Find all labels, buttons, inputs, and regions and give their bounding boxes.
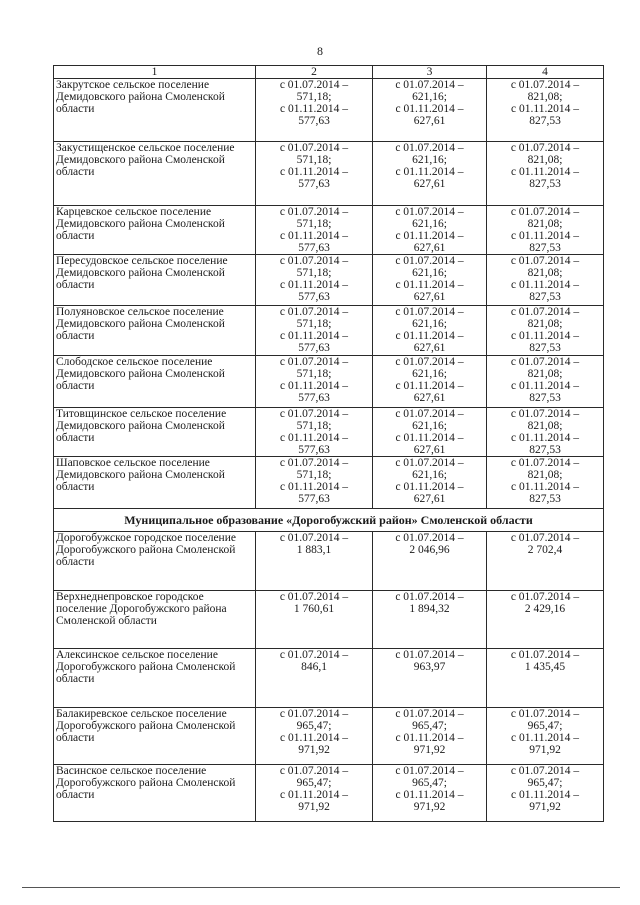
tariff-line: 2 046,96 xyxy=(409,544,450,556)
tariff-line: с 01.07.2014 – xyxy=(395,306,464,318)
tariff-line: 621,16; xyxy=(412,91,447,103)
tariff-line: 821,08; xyxy=(527,91,563,103)
tariff-line: с 01.07.2014 – xyxy=(510,356,580,368)
tariff-cell-col3 xyxy=(373,708,487,765)
table-body xyxy=(54,79,604,822)
tariff-line: 1 894,32 xyxy=(409,603,450,615)
tariff-line: с 01.11.2014 – xyxy=(511,103,579,115)
tariff-line: 2 429,16 xyxy=(524,603,566,615)
tariff-line: 1 435,45 xyxy=(524,661,566,673)
settlement-name: Васинское сельское поселение Дорогобужского района Смоленской области xyxy=(54,765,256,822)
table-row xyxy=(54,708,604,765)
tariff-cell-col4 xyxy=(487,306,604,356)
settlement-name: Балакиревское сельское поселение Дорогобужского района Смоленской области xyxy=(54,708,256,765)
tariff-cell-col4 xyxy=(487,708,604,765)
table-row xyxy=(54,649,604,708)
tariff-line: 621,16; xyxy=(412,218,447,230)
settlement-name: Титовщинское сельское поселение Демидовского района Смоленской области xyxy=(54,408,256,457)
tariff-cell-col4 xyxy=(487,356,604,408)
tariff-line: с 01.07.2014 – xyxy=(395,255,464,267)
tariff-line: 827,53 xyxy=(529,242,561,254)
tariff-line: с 01.11.2014 – xyxy=(395,481,464,493)
tariff-line: 2 702,4 xyxy=(527,544,563,556)
tariff-cell-col3 xyxy=(373,591,487,649)
tariff-line: 821,08; xyxy=(527,218,563,230)
tariff-line: 965,47; xyxy=(412,720,447,732)
tariff-line: 571,18; xyxy=(296,469,332,481)
tariff-line: 627,61 xyxy=(413,493,446,505)
tariff-line: с 01.07.2014 – xyxy=(510,206,580,218)
tariff-cell-col2 xyxy=(256,765,373,822)
tariff-line: 965,47; xyxy=(527,720,563,732)
tariff-cell-col3 xyxy=(373,765,487,822)
tariff-cell-col2 xyxy=(256,408,373,457)
tariff-line: 577,63 xyxy=(298,291,330,303)
tariff-line: 965,47; xyxy=(412,777,447,789)
settlement-name: Дорогобужское городское поселение Дорогобужского района Смоленской области xyxy=(54,532,256,591)
tariff-line: с 01.07.2014 – xyxy=(279,356,349,368)
tariff-line: с 01.07.2014 – xyxy=(395,765,464,777)
tariff-line: 971,92 xyxy=(413,744,446,756)
tariff-cell-col2 xyxy=(256,649,373,708)
tariff-cell-col3 xyxy=(373,649,487,708)
tariff-line: с 01.07.2014 – xyxy=(395,532,464,544)
tariff-line: с 01.11.2014 – xyxy=(280,380,348,392)
tariff-line: 571,18; xyxy=(296,318,332,330)
settlement-name: Полуяновское сельское поселение Демидовского района Смоленской области xyxy=(54,306,256,356)
tariff-line: 621,16; xyxy=(412,420,447,432)
tariff-cell-col3 xyxy=(373,79,487,142)
table-row xyxy=(54,306,604,356)
table-row xyxy=(54,79,604,142)
table-row xyxy=(54,255,604,306)
tariff-line: с 01.07.2014 – xyxy=(279,765,349,777)
tariff-line: с 01.07.2014 – xyxy=(279,532,349,544)
column-header: 2 xyxy=(256,66,373,79)
tariff-cell-col4 xyxy=(487,649,604,708)
tariff-line: с 01.11.2014 – xyxy=(395,432,464,444)
tariff-line: с 01.07.2014 – xyxy=(395,79,464,91)
tariff-line: 621,16; xyxy=(412,318,447,330)
tariff-line: с 01.11.2014 – xyxy=(280,166,348,178)
tariff-line: 971,92 xyxy=(298,744,330,756)
tariff-line: с 01.07.2014 – xyxy=(279,142,349,154)
tariff-line: 621,16; xyxy=(412,267,447,279)
tariff-line: с 01.07.2014 – xyxy=(395,206,464,218)
tariff-line: с 01.11.2014 – xyxy=(395,330,464,342)
tariff-line: 971,92 xyxy=(529,744,561,756)
tariff-cell-col3 xyxy=(373,532,487,591)
tariff-line: с 01.11.2014 – xyxy=(395,230,464,242)
tariff-line: 965,47; xyxy=(527,777,563,789)
tariff-line: 571,18; xyxy=(296,420,332,432)
tariff-line: 621,16; xyxy=(412,469,447,481)
tariff-cell-col3 xyxy=(373,457,487,509)
tariff-line: с 01.07.2014 – xyxy=(395,408,464,420)
tariff-line: 827,53 xyxy=(529,115,561,127)
tariff-line: с 01.11.2014 – xyxy=(280,230,348,242)
tariff-line: с 01.11.2014 – xyxy=(511,732,579,744)
tariff-line: с 01.11.2014 – xyxy=(395,380,464,392)
tariff-line: с 01.11.2014 – xyxy=(511,166,579,178)
tariff-line: 627,61 xyxy=(413,242,446,254)
tariff-line: с 01.11.2014 – xyxy=(395,789,464,801)
tariff-cell-col4 xyxy=(487,408,604,457)
tariff-line: 627,61 xyxy=(413,178,446,190)
tariff-line: с 01.07.2014 – xyxy=(510,591,580,603)
tariff-cell-col4 xyxy=(487,142,604,206)
tariff-line: 827,53 xyxy=(529,342,561,354)
tariff-line: с 01.11.2014 – xyxy=(511,789,579,801)
table-row xyxy=(54,408,604,457)
tariff-line: с 01.11.2014 – xyxy=(511,230,579,242)
tariff-line: 963,97 xyxy=(413,661,446,673)
section-title: Муниципальное образование «Дорогобужский район» Смоленской области xyxy=(54,509,604,532)
tariff-cell-col4 xyxy=(487,532,604,591)
tariff-cell-col4 xyxy=(487,206,604,255)
tariff-cell-col4 xyxy=(487,457,604,509)
tariff-cell-col4 xyxy=(487,79,604,142)
tariff-line: с 01.11.2014 – xyxy=(280,432,348,444)
tariff-line: с 01.07.2014 – xyxy=(510,457,580,469)
tariff-line: с 01.07.2014 – xyxy=(510,306,580,318)
table-row xyxy=(54,206,604,255)
tariff-line: 627,61 xyxy=(413,342,446,354)
footer-divider xyxy=(22,887,620,888)
table-row xyxy=(54,142,604,206)
tariff-line: 577,63 xyxy=(298,392,330,404)
settlement-name: Верхнеднепровское городское поселение Дорогобужского района Смоленской области xyxy=(54,591,256,649)
tariff-line: с 01.11.2014 – xyxy=(511,380,579,392)
tariff-line: с 01.11.2014 – xyxy=(280,103,348,115)
tariff-line: с 01.07.2014 – xyxy=(510,79,580,91)
tariff-line: 577,63 xyxy=(298,493,330,505)
table-row xyxy=(54,591,604,649)
tariff-line: 577,63 xyxy=(298,242,330,254)
tariff-cell-col2 xyxy=(256,708,373,765)
tariff-cell-col2 xyxy=(256,306,373,356)
tariff-line: с 01.07.2014 – xyxy=(510,408,580,420)
tariff-line: 621,16; xyxy=(412,154,447,166)
tariff-line: 627,61 xyxy=(413,392,446,404)
tariff-line: с 01.11.2014 – xyxy=(280,330,348,342)
tariff-line: с 01.11.2014 – xyxy=(280,481,348,493)
tariff-cell-col2 xyxy=(256,142,373,206)
tariff-line: с 01.11.2014 – xyxy=(511,481,579,493)
tariff-line: с 01.07.2014 – xyxy=(279,457,349,469)
tariff-line: 1 883,1 xyxy=(296,544,332,556)
tariff-line: 971,92 xyxy=(529,801,561,813)
tariff-cell-col2 xyxy=(256,255,373,306)
tariff-line: 571,18; xyxy=(296,154,332,166)
tariff-line: с 01.07.2014 – xyxy=(510,255,580,267)
tariff-line: с 01.11.2014 – xyxy=(511,432,579,444)
tariff-line: с 01.07.2014 – xyxy=(395,142,464,154)
tariff-line: с 01.11.2014 – xyxy=(280,789,348,801)
tariff-line: с 01.11.2014 – xyxy=(511,330,579,342)
tariff-line: 965,47; xyxy=(296,720,332,732)
settlement-name: Пересудовское сельское поселение Демидовского района Смоленской области xyxy=(54,255,256,306)
tariff-line: с 01.07.2014 – xyxy=(395,356,464,368)
tariff-line: 577,63 xyxy=(298,444,330,456)
section-row xyxy=(54,509,604,532)
tariff-line: с 01.07.2014 – xyxy=(279,79,349,91)
table-row xyxy=(54,765,604,822)
tariff-line: с 01.07.2014 – xyxy=(279,591,349,603)
column-header: 1 xyxy=(54,66,256,79)
tariff-line: с 01.11.2014 – xyxy=(395,103,464,115)
tariff-line: 821,08; xyxy=(527,267,563,279)
tariff-cell-col3 xyxy=(373,142,487,206)
tariff-line: с 01.07.2014 – xyxy=(279,255,349,267)
tariff-line: с 01.07.2014 – xyxy=(395,649,464,661)
tariff-line: 821,08; xyxy=(527,469,563,481)
settlement-name: Закустищенское сельское поселение Демидовского района Смоленской области xyxy=(54,142,256,206)
column-header: 4 xyxy=(487,66,604,79)
tariff-cell-col2 xyxy=(256,206,373,255)
tariff-cell-col2 xyxy=(256,591,373,649)
table-row xyxy=(54,356,604,408)
table-row xyxy=(54,457,604,509)
tariff-line: с 01.07.2014 – xyxy=(279,206,349,218)
tariff-line: с 01.11.2014 – xyxy=(395,166,464,178)
tariff-line: 571,18; xyxy=(296,218,332,230)
column-header: 3 xyxy=(373,66,487,79)
tariff-line: 621,16; xyxy=(412,368,447,380)
tariff-line: 571,18; xyxy=(296,368,332,380)
tariff-cell-col2 xyxy=(256,79,373,142)
tariff-line: с 01.07.2014 – xyxy=(510,142,580,154)
tariff-line: 627,61 xyxy=(413,291,446,303)
tariff-table xyxy=(53,65,604,822)
tariff-line: 827,53 xyxy=(529,178,561,190)
tariff-cell-col4 xyxy=(487,255,604,306)
settlement-name: Слободское сельское поселение Демидовского района Смоленской области xyxy=(54,356,256,408)
tariff-cell-col4 xyxy=(487,591,604,649)
tariff-line: с 01.11.2014 – xyxy=(280,279,348,291)
tariff-cell-col3 xyxy=(373,408,487,457)
tariff-line: 821,08; xyxy=(527,420,563,432)
tariff-line: с 01.07.2014 – xyxy=(510,532,580,544)
tariff-line: 821,08; xyxy=(527,154,563,166)
tariff-line: 965,47; xyxy=(296,777,332,789)
tariff-cell-col3 xyxy=(373,206,487,255)
tariff-cell-col2 xyxy=(256,356,373,408)
tariff-cell-col2 xyxy=(256,532,373,591)
settlement-name: Алексинское сельское поселение Дорогобужского района Смоленской области xyxy=(54,649,256,708)
tariff-cell-col3 xyxy=(373,255,487,306)
tariff-line: 827,53 xyxy=(529,291,561,303)
settlement-name: Карцевское сельское поселение Демидовского района Смоленской области xyxy=(54,206,256,255)
tariff-line: с 01.11.2014 – xyxy=(511,279,579,291)
tariff-line: 1 760,61 xyxy=(293,603,335,615)
tariff-line: 821,08; xyxy=(527,318,563,330)
tariff-line: с 01.11.2014 – xyxy=(395,279,464,291)
tariff-line: 971,92 xyxy=(413,801,446,813)
tariff-line: с 01.07.2014 – xyxy=(279,408,349,420)
tariff-line: с 01.07.2014 – xyxy=(279,708,349,720)
tariff-line: 846,1 xyxy=(301,661,327,673)
tariff-line: с 01.07.2014 – xyxy=(279,649,349,661)
tariff-cell-col2 xyxy=(256,457,373,509)
tariff-line: 577,63 xyxy=(298,178,330,190)
tariff-line: 571,18; xyxy=(296,267,332,279)
tariff-cell-col3 xyxy=(373,306,487,356)
tariff-line: с 01.07.2014 – xyxy=(510,708,580,720)
tariff-line: 971,92 xyxy=(298,801,330,813)
page-number: 8 xyxy=(317,44,323,58)
tariff-line: 827,53 xyxy=(529,444,561,456)
tariff-line: 577,63 xyxy=(298,342,330,354)
tariff-line: 627,61 xyxy=(413,444,446,456)
tariff-line: с 01.11.2014 – xyxy=(280,732,348,744)
tariff-line: с 01.07.2014 – xyxy=(279,306,349,318)
tariff-line: 827,53 xyxy=(529,493,561,505)
tariff-line: 577,63 xyxy=(298,115,330,127)
tariff-line: 827,53 xyxy=(529,392,561,404)
tariff-line: с 01.07.2014 – xyxy=(510,649,580,661)
tariff-line: с 01.07.2014 – xyxy=(395,708,464,720)
tariff-cell-col4 xyxy=(487,765,604,822)
header-row xyxy=(54,66,604,79)
tariff-cell-col3 xyxy=(373,356,487,408)
tariff-line: с 01.07.2014 – xyxy=(395,591,464,603)
tariff-line: с 01.07.2014 – xyxy=(395,457,464,469)
settlement-name: Шаповское сельское поселение Демидовского района Смоленской области xyxy=(54,457,256,509)
table-row xyxy=(54,532,604,591)
tariff-line: с 01.11.2014 – xyxy=(395,732,464,744)
tariff-line: 627,61 xyxy=(413,115,446,127)
tariff-line: 821,08; xyxy=(527,368,563,380)
tariff-line: 571,18; xyxy=(296,91,332,103)
settlement-name: Закрутское сельское поселение Демидовского района Смоленской области xyxy=(54,79,256,142)
tariff-line: с 01.07.2014 – xyxy=(510,765,580,777)
